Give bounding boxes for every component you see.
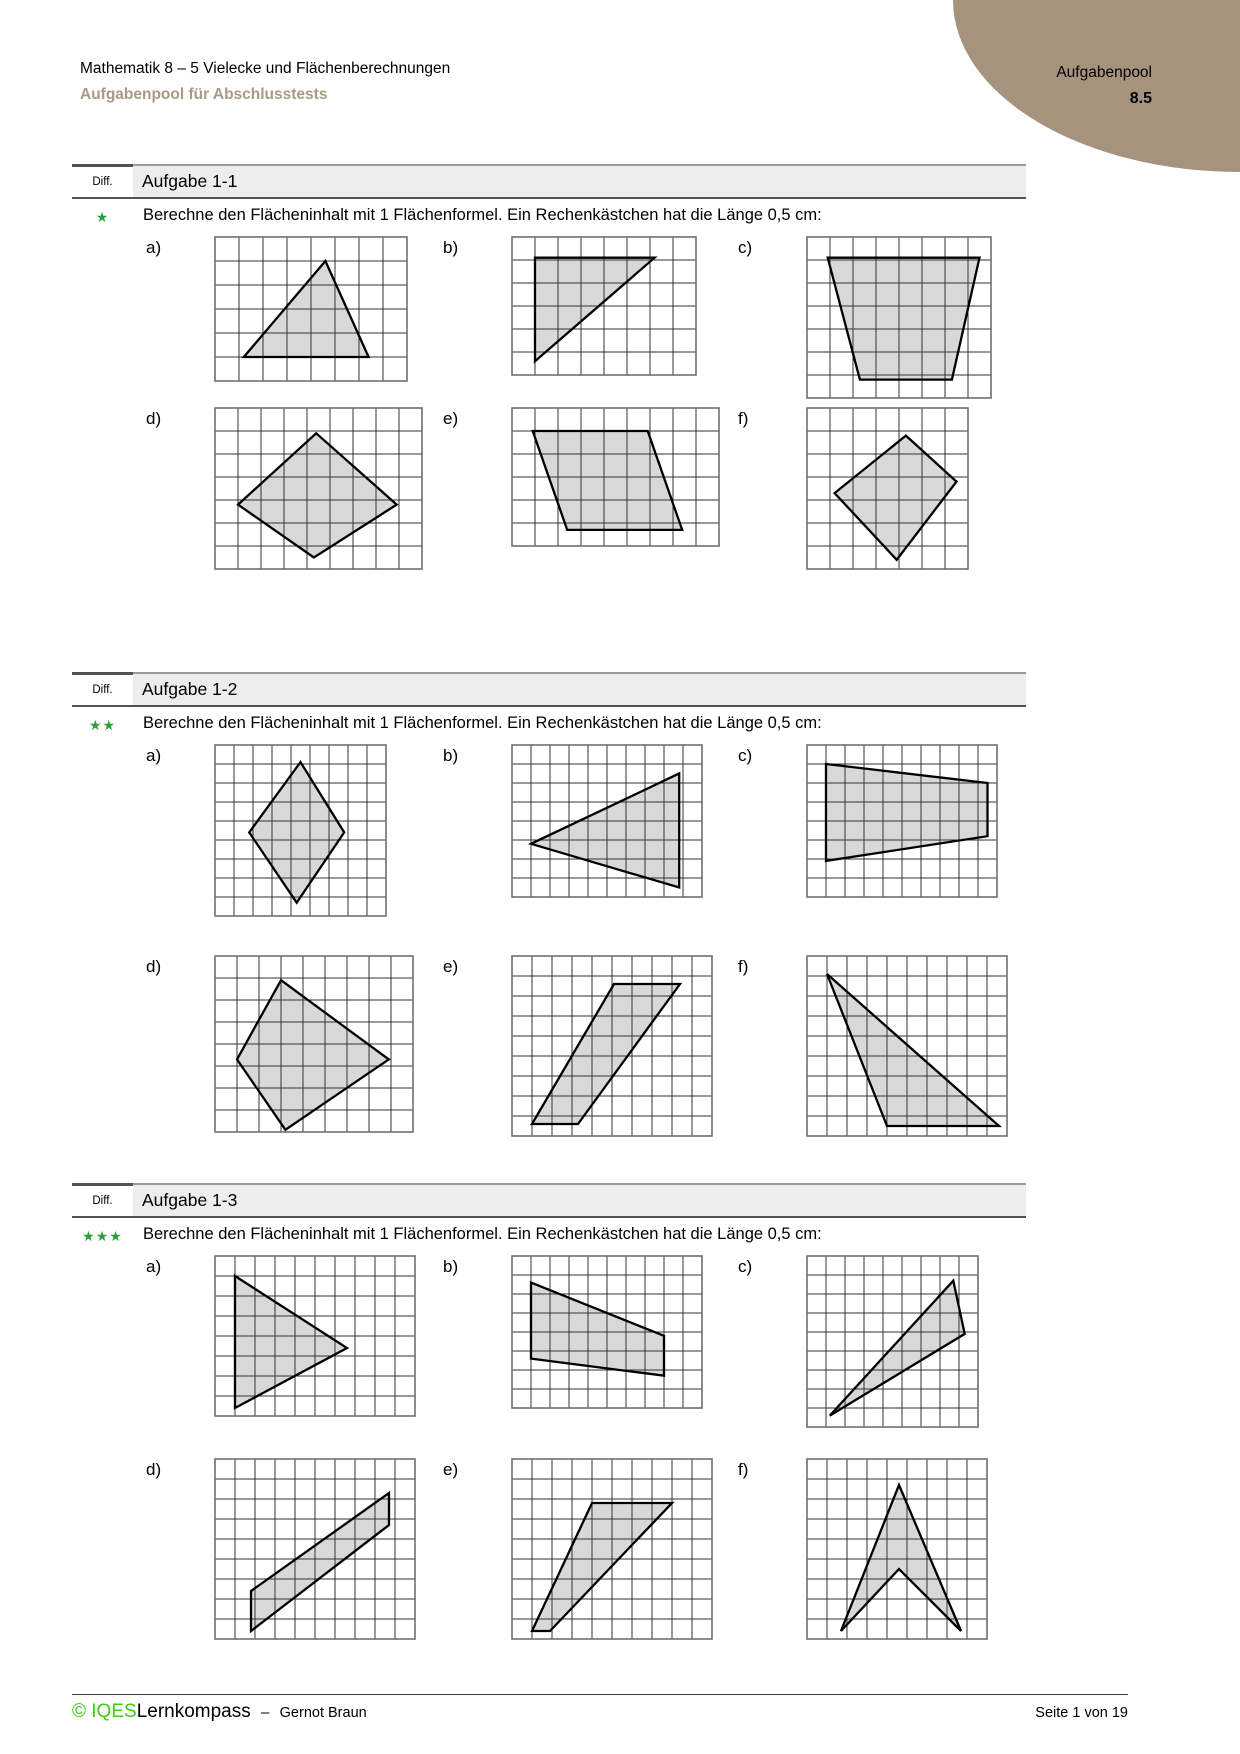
document-subtitle: Aufgabenpool für Abschlusstests [80, 86, 328, 104]
figure-2-e [443, 955, 738, 1137]
task-instruction: Berechne den Flächeninhalt mit 1 Flächenformel. Ein Rechenkästchen hat die Länge 0,5 cm: [143, 206, 822, 224]
figure-label: c) [738, 238, 753, 257]
task-instruction: Berechne den Flächeninhalt mit 1 Flächenformel. Ein Rechenkästchen hat die Länge 0,5 cm: [143, 1225, 822, 1243]
grid-figure-3e [511, 1458, 713, 1640]
grid-figure-2e [511, 955, 713, 1137]
grid-figure-1c [806, 236, 992, 399]
quadrilateral-shape-fill [532, 1503, 672, 1631]
corner-badge-code: 8.5 [1129, 89, 1152, 107]
figures-grid [72, 236, 1026, 570]
corner-badge-text [1056, 64, 1152, 108]
figure-label: e) [443, 409, 459, 428]
figure-2-c [738, 744, 1026, 917]
task-instruction-row [72, 1225, 1026, 1245]
figure-3-b [443, 1255, 738, 1428]
grid-figure-2f [806, 955, 1008, 1137]
figure-1-e [443, 407, 738, 570]
grid-figure-1f [806, 407, 969, 570]
task-instruction-row [72, 714, 1026, 734]
page-number: Seite 1 von 19 [1035, 1705, 1128, 1721]
figure-3-a [146, 1255, 443, 1428]
grid-figure-2d [214, 955, 414, 1133]
figure-label: d) [146, 957, 162, 976]
task-instruction-row [72, 206, 1026, 226]
brand-iqes: IQES [91, 1701, 137, 1722]
task-section-2 [72, 672, 1026, 1137]
grid-lines [215, 237, 407, 381]
copyright-icon: © [72, 1701, 86, 1722]
difficulty-header-label: Diff. [72, 672, 133, 705]
grid-figure-2b [511, 744, 703, 898]
task-title: Aufgabe 1-3 [133, 1183, 1026, 1216]
triangle-shape-fill [531, 774, 679, 888]
figure-label: b) [443, 238, 459, 257]
figure-label: e) [443, 957, 459, 976]
difficulty-stars: ★★ [88, 717, 117, 733]
figure-3-e [443, 1458, 738, 1640]
difficulty-stars: ★★★ [82, 1228, 123, 1244]
figure-label: d) [146, 409, 162, 428]
figure-label: e) [443, 1460, 459, 1479]
grid-lines [512, 1256, 702, 1408]
figure-2-f [738, 955, 1026, 1137]
figure-2-a [146, 744, 443, 917]
task-instruction: Berechne den Flächeninhalt mit 1 Flächenformel. Ein Rechenkästchen hat die Länge 0,5 cm: [143, 714, 822, 732]
figure-label: f) [738, 957, 749, 976]
difficulty-header-label: Diff. [72, 164, 133, 197]
corner-badge [953, 0, 1240, 172]
grid-figure-1a [214, 236, 408, 382]
figure-label: f) [738, 409, 749, 428]
figures-grid [72, 744, 1026, 1137]
parallelogram-shape-fill [251, 1493, 389, 1631]
task-header [72, 1183, 1026, 1218]
figure-1-d [146, 407, 443, 570]
brand-lernkompass: Lernkompass [136, 1701, 251, 1722]
difficulty-header-label: Diff. [72, 1183, 133, 1216]
difficulty-stars: ★ [95, 209, 110, 225]
grid-figure-3c [806, 1255, 979, 1428]
grid-figure-1e [511, 407, 720, 547]
grid-figure-2c [806, 744, 998, 898]
figure-label: a) [146, 1257, 162, 1276]
figure-1-b [443, 236, 738, 399]
task-header [72, 164, 1026, 199]
triangle-shape-fill [830, 1281, 965, 1416]
rhombus-shape-fill [238, 433, 397, 557]
figure-label: b) [443, 746, 459, 765]
task-title: Aufgabe 1-1 [133, 164, 1026, 197]
parallelogram-shape-fill [533, 431, 683, 530]
grid-lines [215, 1459, 415, 1639]
figure-2-b [443, 744, 738, 917]
task-title: Aufgabe 1-2 [133, 672, 1026, 705]
trapezoid-shape-fill [826, 764, 988, 861]
arrowhead-shape-fill [841, 1485, 961, 1631]
figure-label: a) [146, 238, 162, 257]
figure-1-a [146, 236, 443, 399]
grid-figure-2a [214, 744, 387, 917]
figure-3-c [738, 1255, 1026, 1428]
figure-label: d) [146, 1460, 162, 1479]
document-footer [72, 1694, 1128, 1723]
figure-2-d [146, 955, 443, 1137]
task-header [72, 672, 1026, 707]
grid-figure-1b [511, 236, 697, 376]
figure-label: a) [146, 746, 162, 765]
figure-1-f [738, 407, 1026, 570]
footer-author: Gernot Braun [279, 1705, 367, 1721]
figure-label: c) [738, 1257, 753, 1276]
document-title: Mathematik 8 – 5 Vielecke und Flächenberechnungen [80, 60, 451, 77]
corner-badge-label: Aufgabenpool [1056, 64, 1152, 81]
task-section-1 [72, 164, 1026, 570]
figure-3-f [738, 1458, 1026, 1640]
figures-grid [72, 1255, 1026, 1640]
figure-label: b) [443, 1257, 459, 1276]
figure-1-c [738, 236, 1026, 399]
document-header [80, 60, 450, 103]
grid-figure-1d [214, 407, 423, 570]
grid-figure-3b [511, 1255, 703, 1409]
figure-label: f) [738, 1460, 749, 1479]
footer-brand [72, 1701, 367, 1723]
task-section-3 [72, 1183, 1026, 1640]
figure-3-d [146, 1458, 443, 1640]
parallelogram-shape-fill [532, 984, 680, 1124]
figure-label: c) [738, 746, 753, 765]
footer-separator: – [261, 1704, 270, 1721]
grid-figure-3a [214, 1255, 416, 1417]
grid-figure-3d [214, 1458, 416, 1640]
grid-figure-3f [806, 1458, 988, 1640]
